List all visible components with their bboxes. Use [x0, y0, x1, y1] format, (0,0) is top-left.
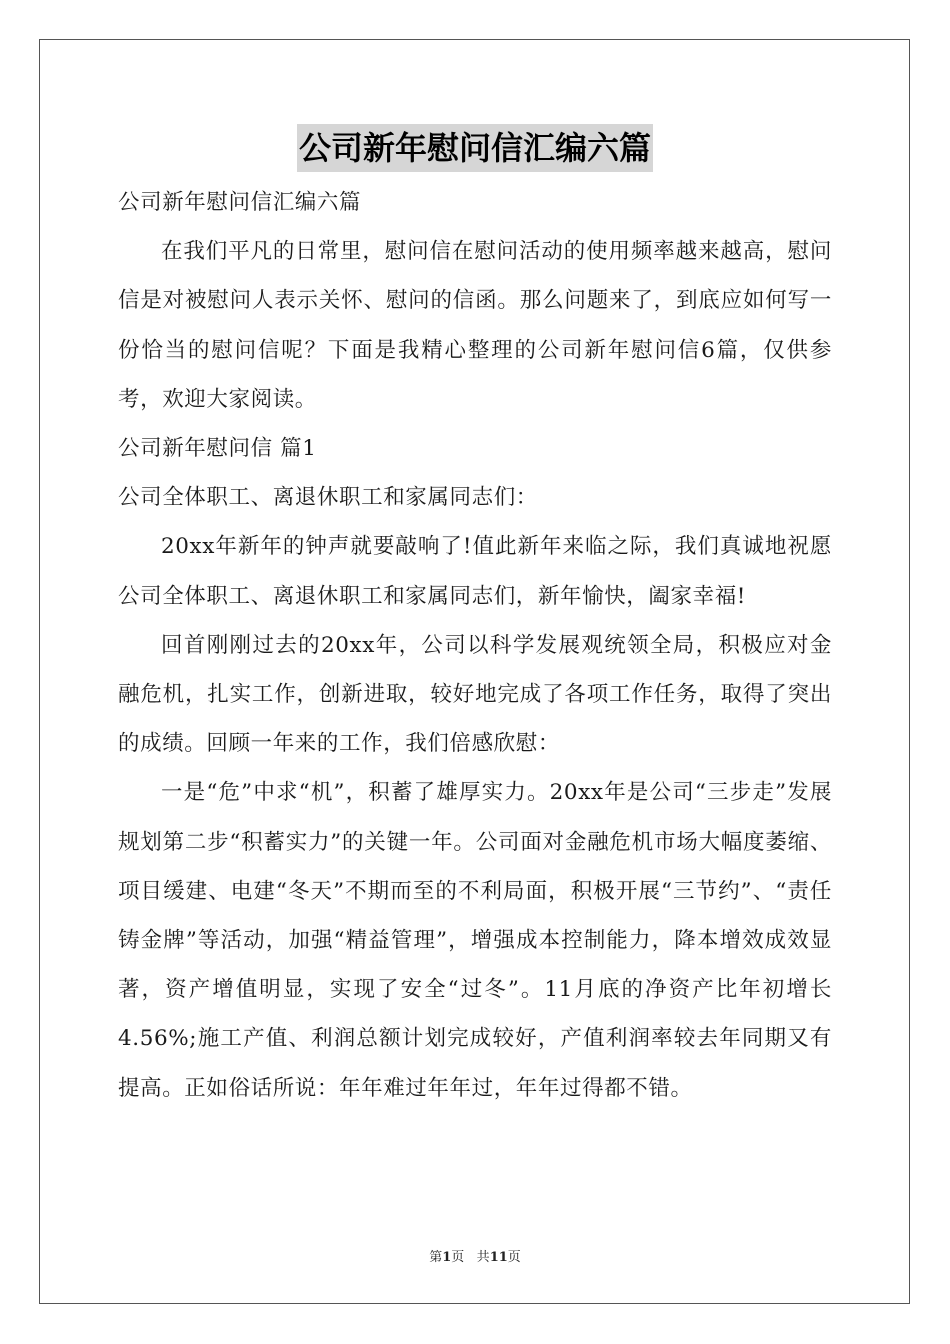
paragraph-greeting: 20xx年新年的钟声就要敲响了!值此新年来临之际，我们真诚地祝愿公司全体职工、离退休职工和家属同志们，新年愉快，阖家幸福!	[118, 534, 832, 609]
paragraph-point-one: 一是“危”中求“机”，积蓄了雄厚实力。20xx年是公司“三步走”发展规划第二步“积蓄实力”的关键一年。公司面对金融危机市场大幅度萎缩、项目缓建、电建“冬天”不期而至的不利局面，积极开展“三节约”、“责任铸金牌”等活动，加强“精益管理”，增强成本控制能力，降本增效成效显著，资产增值明显，实现了安全“过冬”。11月底的净资产比年初增长4.56%;施工产值、利润总额计划完成较好，产值利润率较去年同期又有提高。正如俗话所说：年年难过年年过，年年过得都不错。	[118, 780, 832, 1101]
page-current: 1	[442, 1250, 452, 1265]
title-wrap	[0, 124, 950, 172]
page-total: 11	[489, 1250, 508, 1265]
document-title: 公司新年慰问信汇编六篇	[297, 124, 653, 172]
paragraph-review: 回首刚刚过去的20xx年，公司以科学发展观统领全局，积极应对金融危机，扎实工作，创新进取，较好地完成了各项工作任务，取得了突出的成绩。回顾一年来的工作，我们倍感欣慰：	[118, 632, 832, 757]
paragraph-salutation: 公司全体职工、离退休职工和家属同志们：	[118, 485, 538, 511]
page-suffix: 页	[451, 1250, 465, 1265]
paragraph-section-heading: 公司新年慰问信 篇1	[118, 436, 317, 462]
page-footer	[0, 1246, 950, 1265]
paragraph-subtitle: 公司新年慰问信汇编六篇	[118, 190, 362, 215]
paragraph-intro: 在我们平凡的日常里，慰问信在慰问活动的使用频率越来越高，慰问信是对被慰问人表示关怀、慰问的信函。那么问题来了，到底应如何写一份恰当的慰问信呢？下面是我精心整理的公司新年慰问信6篇，仅供参考，欢迎大家阅读。	[118, 239, 832, 412]
page-prefix: 第	[429, 1250, 443, 1265]
document-body	[118, 178, 832, 1113]
total-suffix: 页	[507, 1250, 521, 1265]
total-prefix: 共	[476, 1250, 490, 1265]
